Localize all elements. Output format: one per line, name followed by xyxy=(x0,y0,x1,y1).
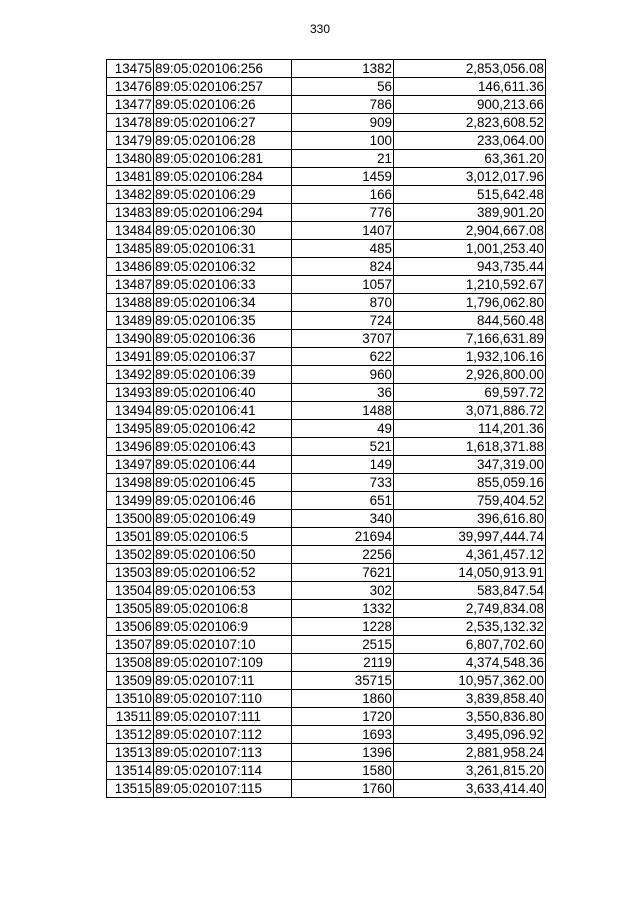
area-cell: 1407 xyxy=(292,222,394,240)
cadastral-number-cell: 89:05:020107:115 xyxy=(154,780,292,798)
area-cell: 786 xyxy=(292,96,394,114)
area-cell: 340 xyxy=(292,510,394,528)
cadastral-number-cell: 89:05:020106:31 xyxy=(154,240,292,258)
table-row xyxy=(107,474,546,492)
cadastral-value-cell: 10,957,362.00 xyxy=(394,672,546,690)
cadastral-number-cell: 89:05:020106:41 xyxy=(154,402,292,420)
cadastral-value-cell: 7,166,631.89 xyxy=(394,330,546,348)
cadastral-number-cell: 89:05:020106:256 xyxy=(154,60,292,78)
row-number-cell: 13492 xyxy=(107,366,154,384)
area-cell: 1057 xyxy=(292,276,394,294)
cadastral-value-cell: 2,853,056.08 xyxy=(394,60,546,78)
table-row xyxy=(107,330,546,348)
cadastral-value-cell: 396,616.80 xyxy=(394,510,546,528)
cadastral-number-cell: 89:05:020106:9 xyxy=(154,618,292,636)
table-row xyxy=(107,546,546,564)
cadastral-value-cell: 4,374,548.36 xyxy=(394,654,546,672)
area-cell: 870 xyxy=(292,294,394,312)
table-row xyxy=(107,456,546,474)
table-row xyxy=(107,366,546,384)
table-row xyxy=(107,438,546,456)
cadastral-value-cell: 2,926,800.00 xyxy=(394,366,546,384)
page-number: 330 xyxy=(309,22,331,36)
cadastral-number-cell: 89:05:020106:26 xyxy=(154,96,292,114)
cadastral-number-cell: 89:05:020106:39 xyxy=(154,366,292,384)
row-number-cell: 13489 xyxy=(107,312,154,330)
row-number-cell: 13513 xyxy=(107,744,154,762)
table-row xyxy=(107,780,546,798)
area-cell: 1720 xyxy=(292,708,394,726)
table-row xyxy=(107,492,546,510)
cadastral-value-cell: 3,012,017.96 xyxy=(394,168,546,186)
table-row xyxy=(107,672,546,690)
row-number-cell: 13493 xyxy=(107,384,154,402)
area-cell: 1382 xyxy=(292,60,394,78)
cadastral-value-cell: 69,597.72 xyxy=(394,384,546,402)
area-cell: 733 xyxy=(292,474,394,492)
cadastral-value-cell: 2,904,667.08 xyxy=(394,222,546,240)
table-row xyxy=(107,600,546,618)
cadastral-value-cell: 39,997,444.74 xyxy=(394,528,546,546)
cadastral-value-cell: 844,560.48 xyxy=(394,312,546,330)
area-cell: 521 xyxy=(292,438,394,456)
cadastral-number-cell: 89:05:020107:113 xyxy=(154,744,292,762)
area-cell: 166 xyxy=(292,186,394,204)
cadastral-number-cell: 89:05:020106:34 xyxy=(154,294,292,312)
cadastral-value-cell: 943,735.44 xyxy=(394,258,546,276)
area-cell: 100 xyxy=(292,132,394,150)
row-number-cell: 13507 xyxy=(107,636,154,654)
cadastral-value-cell: 1,001,253.40 xyxy=(394,240,546,258)
row-number-cell: 13488 xyxy=(107,294,154,312)
cadastral-number-cell: 89:05:020107:11 xyxy=(154,672,292,690)
row-number-cell: 13501 xyxy=(107,528,154,546)
cadastral-value-cell: 63,361.20 xyxy=(394,150,546,168)
table-row xyxy=(107,240,546,258)
cadastral-value-cell: 2,535,132.32 xyxy=(394,618,546,636)
table-row xyxy=(107,78,546,96)
cadastral-number-cell: 89:05:020106:32 xyxy=(154,258,292,276)
table-row xyxy=(107,312,546,330)
area-cell: 302 xyxy=(292,582,394,600)
table-row xyxy=(107,132,546,150)
table-row xyxy=(107,402,546,420)
row-number-cell: 13485 xyxy=(107,240,154,258)
row-number-cell: 13500 xyxy=(107,510,154,528)
cadastral-value-cell: 759,404.52 xyxy=(394,492,546,510)
cadastral-number-cell: 89:05:020107:111 xyxy=(154,708,292,726)
cadastral-number-cell: 89:05:020106:50 xyxy=(154,546,292,564)
table-row xyxy=(107,168,546,186)
cadastral-value-cell: 6,807,702.60 xyxy=(394,636,546,654)
area-cell: 149 xyxy=(292,456,394,474)
cadastral-value-cell: 515,642.48 xyxy=(394,186,546,204)
row-number-cell: 13484 xyxy=(107,222,154,240)
area-cell: 35715 xyxy=(292,672,394,690)
row-number-cell: 13515 xyxy=(107,780,154,798)
area-cell: 1459 xyxy=(292,168,394,186)
row-number-cell: 13497 xyxy=(107,456,154,474)
area-cell: 2119 xyxy=(292,654,394,672)
cadastral-value-cell: 3,261,815.20 xyxy=(394,762,546,780)
table-row xyxy=(107,222,546,240)
row-number-cell: 13504 xyxy=(107,582,154,600)
table-row xyxy=(107,348,546,366)
cadastral-value-cell: 2,823,608.52 xyxy=(394,114,546,132)
area-cell: 1332 xyxy=(292,600,394,618)
cadastral-value-cell: 3,633,414.40 xyxy=(394,780,546,798)
area-cell: 776 xyxy=(292,204,394,222)
row-number-cell: 13511 xyxy=(107,708,154,726)
cadastral-number-cell: 89:05:020106:294 xyxy=(154,204,292,222)
cadastral-number-cell: 89:05:020107:109 xyxy=(154,654,292,672)
cadastral-number-cell: 89:05:020106:52 xyxy=(154,564,292,582)
cadastral-value-cell: 1,618,371.88 xyxy=(394,438,546,456)
table-row xyxy=(107,582,546,600)
cadastral-number-cell: 89:05:020106:284 xyxy=(154,168,292,186)
cadastral-value-cell: 583,847.54 xyxy=(394,582,546,600)
cadastral-value-cell: 3,495,096.92 xyxy=(394,726,546,744)
table-row xyxy=(107,294,546,312)
table-row xyxy=(107,708,546,726)
table-row xyxy=(107,114,546,132)
table-row xyxy=(107,204,546,222)
cadastral-value-table xyxy=(106,59,546,798)
cadastral-value-cell: 3,071,886.72 xyxy=(394,402,546,420)
row-number-cell: 13476 xyxy=(107,78,154,96)
area-cell: 21694 xyxy=(292,528,394,546)
cadastral-number-cell: 89:05:020106:33 xyxy=(154,276,292,294)
cadastral-number-cell: 89:05:020106:257 xyxy=(154,78,292,96)
table-row xyxy=(107,384,546,402)
area-cell: 36 xyxy=(292,384,394,402)
area-cell: 7621 xyxy=(292,564,394,582)
area-cell: 824 xyxy=(292,258,394,276)
row-number-cell: 13508 xyxy=(107,654,154,672)
area-cell: 1396 xyxy=(292,744,394,762)
row-number-cell: 13502 xyxy=(107,546,154,564)
row-number-cell: 13506 xyxy=(107,618,154,636)
cadastral-value-cell: 233,064.00 xyxy=(394,132,546,150)
table-row xyxy=(107,258,546,276)
table-row xyxy=(107,618,546,636)
area-cell: 2515 xyxy=(292,636,394,654)
area-cell: 651 xyxy=(292,492,394,510)
area-cell: 49 xyxy=(292,420,394,438)
row-number-cell: 13494 xyxy=(107,402,154,420)
row-number-cell: 13499 xyxy=(107,492,154,510)
row-number-cell: 13487 xyxy=(107,276,154,294)
table-row xyxy=(107,510,546,528)
row-number-cell: 13498 xyxy=(107,474,154,492)
table-row xyxy=(107,762,546,780)
cadastral-value-cell: 900,213.66 xyxy=(394,96,546,114)
row-number-cell: 13486 xyxy=(107,258,154,276)
row-number-cell: 13482 xyxy=(107,186,154,204)
cadastral-number-cell: 89:05:020106:281 xyxy=(154,150,292,168)
area-cell: 2256 xyxy=(292,546,394,564)
cadastral-value-cell: 146,611.36 xyxy=(394,78,546,96)
cadastral-value-cell: 2,881,958.24 xyxy=(394,744,546,762)
cadastral-value-cell: 855,059.16 xyxy=(394,474,546,492)
table-row xyxy=(107,528,546,546)
table-row xyxy=(107,60,546,78)
row-number-cell: 13475 xyxy=(107,60,154,78)
cadastral-number-cell: 89:05:020106:37 xyxy=(154,348,292,366)
row-number-cell: 13512 xyxy=(107,726,154,744)
row-number-cell: 13477 xyxy=(107,96,154,114)
row-number-cell: 13505 xyxy=(107,600,154,618)
cadastral-value-cell: 114,201.36 xyxy=(394,420,546,438)
cadastral-number-cell: 89:05:020106:40 xyxy=(154,384,292,402)
area-cell: 1228 xyxy=(292,618,394,636)
cadastral-number-cell: 89:05:020106:42 xyxy=(154,420,292,438)
table-row xyxy=(107,150,546,168)
cadastral-number-cell: 89:05:020106:36 xyxy=(154,330,292,348)
table-row xyxy=(107,744,546,762)
cadastral-value-cell: 389,901.20 xyxy=(394,204,546,222)
cadastral-number-cell: 89:05:020107:10 xyxy=(154,636,292,654)
cadastral-number-cell: 89:05:020106:43 xyxy=(154,438,292,456)
row-number-cell: 13510 xyxy=(107,690,154,708)
row-number-cell: 13509 xyxy=(107,672,154,690)
area-cell: 1760 xyxy=(292,780,394,798)
area-cell: 3707 xyxy=(292,330,394,348)
table-row xyxy=(107,276,546,294)
cadastral-value-cell: 3,839,858.40 xyxy=(394,690,546,708)
cadastral-value-cell: 2,749,834.08 xyxy=(394,600,546,618)
table-row xyxy=(107,186,546,204)
row-number-cell: 13480 xyxy=(107,150,154,168)
cadastral-number-cell: 89:05:020106:44 xyxy=(154,456,292,474)
table-row xyxy=(107,654,546,672)
row-number-cell: 13503 xyxy=(107,564,154,582)
area-cell: 724 xyxy=(292,312,394,330)
area-cell: 1580 xyxy=(292,762,394,780)
cadastral-number-cell: 89:05:020106:46 xyxy=(154,492,292,510)
cadastral-value-cell: 1,932,106.16 xyxy=(394,348,546,366)
area-cell: 1488 xyxy=(292,402,394,420)
cadastral-number-cell: 89:05:020106:8 xyxy=(154,600,292,618)
row-number-cell: 13478 xyxy=(107,114,154,132)
row-number-cell: 13490 xyxy=(107,330,154,348)
cadastral-number-cell: 89:05:020106:28 xyxy=(154,132,292,150)
table-row xyxy=(107,636,546,654)
area-cell: 622 xyxy=(292,348,394,366)
row-number-cell: 13483 xyxy=(107,204,154,222)
area-cell: 21 xyxy=(292,150,394,168)
row-number-cell: 13514 xyxy=(107,762,154,780)
area-cell: 56 xyxy=(292,78,394,96)
area-cell: 960 xyxy=(292,366,394,384)
area-cell: 485 xyxy=(292,240,394,258)
cadastral-value-cell: 347,319.00 xyxy=(394,456,546,474)
cadastral-number-cell: 89:05:020106:45 xyxy=(154,474,292,492)
table-row xyxy=(107,564,546,582)
cadastral-number-cell: 89:05:020106:35 xyxy=(154,312,292,330)
cadastral-number-cell: 89:05:020106:49 xyxy=(154,510,292,528)
row-number-cell: 13481 xyxy=(107,168,154,186)
table-body xyxy=(107,60,546,798)
cadastral-value-cell: 1,796,062.80 xyxy=(394,294,546,312)
row-number-cell: 13479 xyxy=(107,132,154,150)
table-row xyxy=(107,96,546,114)
cadastral-value-cell: 1,210,592.67 xyxy=(394,276,546,294)
cadastral-value-cell: 3,550,836.80 xyxy=(394,708,546,726)
row-number-cell: 13495 xyxy=(107,420,154,438)
cadastral-number-cell: 89:05:020107:114 xyxy=(154,762,292,780)
area-cell: 909 xyxy=(292,114,394,132)
table-row xyxy=(107,690,546,708)
cadastral-number-cell: 89:05:020107:112 xyxy=(154,726,292,744)
cadastral-number-cell: 89:05:020107:110 xyxy=(154,690,292,708)
area-cell: 1860 xyxy=(292,690,394,708)
area-cell: 1693 xyxy=(292,726,394,744)
row-number-cell: 13496 xyxy=(107,438,154,456)
cadastral-number-cell: 89:05:020106:53 xyxy=(154,582,292,600)
row-number-cell: 13491 xyxy=(107,348,154,366)
table-row xyxy=(107,726,546,744)
cadastral-number-cell: 89:05:020106:30 xyxy=(154,222,292,240)
cadastral-value-cell: 14,050,913.91 xyxy=(394,564,546,582)
cadastral-value-cell: 4,361,457.12 xyxy=(394,546,546,564)
cadastral-number-cell: 89:05:020106:29 xyxy=(154,186,292,204)
table-row xyxy=(107,420,546,438)
cadastral-number-cell: 89:05:020106:27 xyxy=(154,114,292,132)
cadastral-number-cell: 89:05:020106:5 xyxy=(154,528,292,546)
